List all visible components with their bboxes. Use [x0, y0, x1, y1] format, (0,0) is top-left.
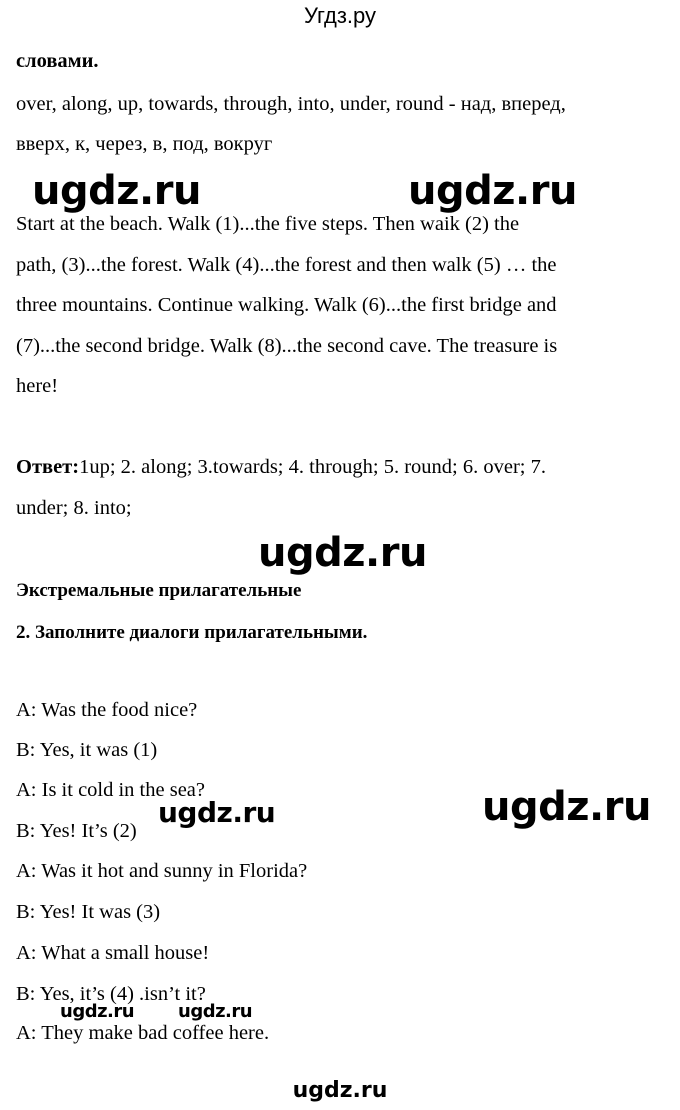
watermark: ugdz.ru [158, 796, 276, 829]
watermark: ugdz.ru [258, 530, 427, 576]
section-title: Экстремальные прилагательные [16, 580, 302, 601]
passage-line: path, (3)...the forest. Walk (4)...the forest and then walk (5) … the [16, 254, 557, 276]
answer-text: 1up; 2. along; 3.towards; 4. through; 5. round; 6. over; 7. [79, 456, 546, 478]
task-heading-tail: словами. [16, 50, 99, 72]
word-list-line-1: over, along, up, towards, through, into, under, round - над, вперед, [16, 93, 566, 115]
site-title: Угдз.ру [303, 3, 377, 28]
watermark: ugdz.ru [178, 1001, 253, 1022]
dialog-line: A: Was it hot and sunny in Florida? [16, 860, 308, 882]
footer-watermark: ugdz.ru [292, 1078, 388, 1103]
dialog-line: A: They make bad coffee here. [16, 1022, 270, 1044]
watermark: ugdz.ru [408, 168, 577, 214]
passage-line: three mountains. Continue walking. Walk (6)...the first bridge and [16, 294, 557, 316]
passage-line: here! [16, 375, 59, 397]
task-2-heading: 2. Заполните диалоги прилагательными. [16, 622, 368, 643]
dialog-line: A: What a small house! [16, 942, 210, 964]
dialog-line: B: Yes! It’s (2) [16, 820, 137, 842]
answer-line-1 [16, 454, 546, 480]
answer-line-2: under; 8. into; [16, 497, 132, 519]
dialog-line: A: Is it cold in the sea? [16, 779, 206, 801]
passage-line: Start at the beach. Walk (1)...the five steps. Then waik (2) the [16, 213, 520, 235]
answer-label: Ответ: [16, 456, 80, 478]
dialog-line: B: Yes, it’s (4) .isn’t it? [16, 983, 206, 1005]
dialog-line: B: Yes! It was (3) [16, 901, 161, 923]
dialog-line: A: Was the food nice? [16, 699, 198, 721]
word-list-line-2: вверх, к, через, в, под, вокруг [16, 133, 273, 155]
watermark: ugdz.ru [482, 784, 651, 830]
dialog-line: B: Yes, it was (1) [16, 739, 158, 761]
watermark: ugdz.ru [32, 168, 201, 214]
passage-line: (7)...the second bridge. Walk (8)...the second cave. The treasure is [16, 335, 558, 357]
watermark: ugdz.ru [60, 1001, 135, 1022]
